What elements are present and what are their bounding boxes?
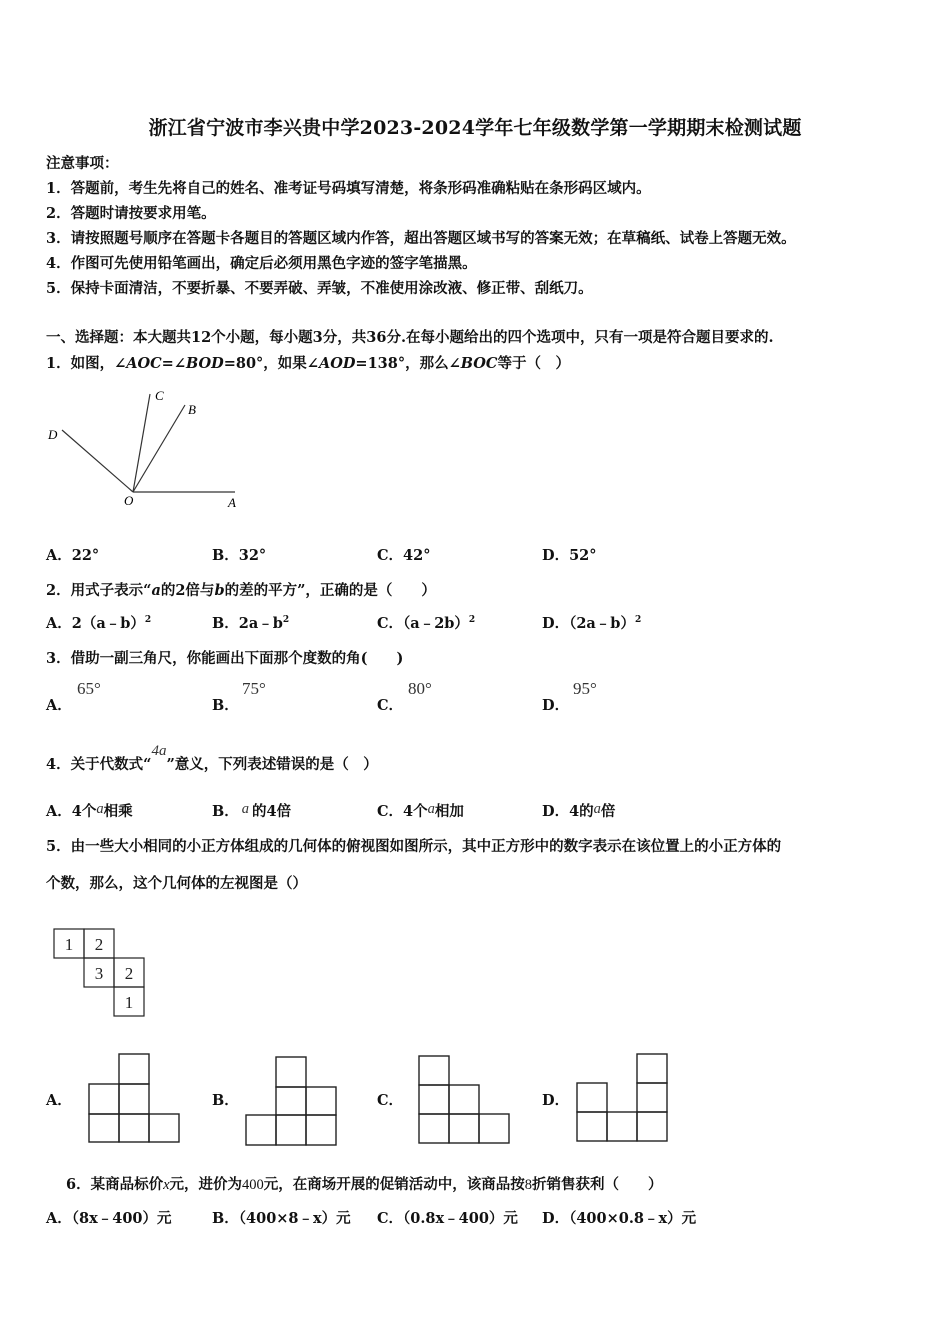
question-5-stem-line1: 5．由一些大小相同的小正方体组成的几何体的俯视图如图所示，其中正方形中的数字表示在该位置上的小正方体的 xyxy=(46,838,782,855)
q5-option-d[interactable]: D． xyxy=(542,1092,570,1109)
note-item-5: 5．保持卡面清洁，不要折暴、不要弄破、弄皱，不准使用涂改液、修正带、刮纸刀。 xyxy=(46,280,593,297)
question-6-stem: 6．某商品标价x元，进价为400元，在商场开展的促销活动中，该商品按8折销售获利（ ） xyxy=(66,1176,663,1193)
q5-option-b[interactable]: B． xyxy=(212,1092,239,1109)
label-b: B xyxy=(188,402,196,417)
q3-option-d-degree: 95° xyxy=(573,679,597,698)
q3-option-a[interactable]: A． xyxy=(46,697,72,714)
label-d: D xyxy=(48,427,58,442)
q2-option-a[interactable]: A．2（a﹣b）$^2$ xyxy=(46,615,152,632)
q5-option-b-figure[interactable] xyxy=(243,1055,341,1147)
label-c: C xyxy=(155,388,164,403)
expression-4a: 4a xyxy=(151,743,167,759)
section-heading: 一、选择题：本大题共12个小题，每小题3分，共36分.在每小题给出的四个选项中，只有一项是符合题目要求的. xyxy=(46,329,774,346)
q6-option-c[interactable]: C．（0.8x﹣400）元 xyxy=(377,1210,518,1227)
q3-option-b[interactable]: B． xyxy=(212,697,239,714)
label-a: A xyxy=(228,495,236,510)
question-4-stem: 4．关于代数式“4a”意义，下列表述错误的是（ ） xyxy=(46,743,378,773)
q5-option-d-figure[interactable] xyxy=(574,1052,672,1144)
q2-option-c[interactable]: C．（a﹣2b）$^2$ xyxy=(377,615,476,632)
q2-option-b[interactable]: B．$2a﹣b^2$ xyxy=(212,615,290,632)
question-3-stem: 3．借助一副三角尺，你能画出下面那个度数的角( ) xyxy=(46,650,404,667)
label-o: O xyxy=(124,493,134,508)
q1-option-c[interactable]: C．42° xyxy=(377,547,431,564)
notes-header: 注意事项： xyxy=(46,155,119,172)
page-title: 浙江省宁波市李兴贵中学2023-2024学年七年级数学第一学期期末检测试题 xyxy=(148,117,802,139)
q1-option-d[interactable]: D．52° xyxy=(542,547,597,564)
q5-option-a[interactable]: A． xyxy=(46,1092,72,1109)
grid-number: 2 xyxy=(124,964,134,983)
q3-option-c[interactable]: C． xyxy=(377,697,404,714)
grid-number: 1 xyxy=(124,993,134,1012)
q5-option-a-figure[interactable] xyxy=(86,1052,184,1145)
note-item-1: 1．答题前，考生先将自己的姓名、准考证号码填写清楚，将条形码准确粘贴在条形码区域内。 xyxy=(46,180,651,197)
grid-number: 1 xyxy=(64,935,74,954)
q3-option-c-degree: 80° xyxy=(408,679,432,698)
note-item-4: 4．作图可先使用铅笔画出，确定后必须用黑色字迹的签字笔描黑。 xyxy=(46,255,477,272)
q6-option-b[interactable]: B．（400×8﹣x）元 xyxy=(212,1210,351,1227)
q5-option-c[interactable]: C． xyxy=(377,1092,404,1109)
q4-option-b[interactable]: B． a 的4倍 xyxy=(212,801,292,820)
q1-option-a[interactable]: A．22° xyxy=(46,547,100,564)
q4-option-a[interactable]: A．4个a相乘 xyxy=(46,801,133,820)
note-item-2: 2．答题时请按要求用笔。 xyxy=(46,205,216,222)
q6-option-d[interactable]: D．（400×0.8﹣x）元 xyxy=(542,1210,697,1227)
q3-option-a-degree: 65° xyxy=(77,679,101,698)
q6-option-a[interactable]: A．（8x﹣400）元 xyxy=(46,1210,172,1227)
question-5-stem-line2: 个数，那么，这个几何体的左视图是（） xyxy=(46,875,307,892)
angle-figure xyxy=(40,383,260,513)
question-1-stem: 1．如图，∠AOC=∠BOD=80°，如果∠AOD=138°，那么∠BOC等于（ ） xyxy=(46,355,570,372)
q1-option-b[interactable]: B．32° xyxy=(212,547,267,564)
q3-option-d[interactable]: D． xyxy=(542,697,570,714)
q4-option-d[interactable]: D．4的a倍 xyxy=(542,801,616,820)
grid-number: 3 xyxy=(94,964,104,983)
note-item-3: 3．请按照题号顺序在答题卡各题目的答题区域内作答，超出答题区域书写的答案无效；在草稿纸、试卷上答题无效。 xyxy=(46,230,796,247)
q2-option-d[interactable]: D．（2a﹣b）$^2$ xyxy=(542,615,642,632)
question-2-stem: 2．用式子表示“a的2倍与b的差的平方”，正确的是（ ） xyxy=(46,582,436,599)
grid-number: 2 xyxy=(94,935,104,954)
q5-option-c-figure[interactable] xyxy=(416,1054,514,1146)
q4-option-c[interactable]: C．4个a相加 xyxy=(377,801,464,820)
q3-option-b-degree: 75° xyxy=(242,679,266,698)
top-view-grid xyxy=(52,927,152,1019)
